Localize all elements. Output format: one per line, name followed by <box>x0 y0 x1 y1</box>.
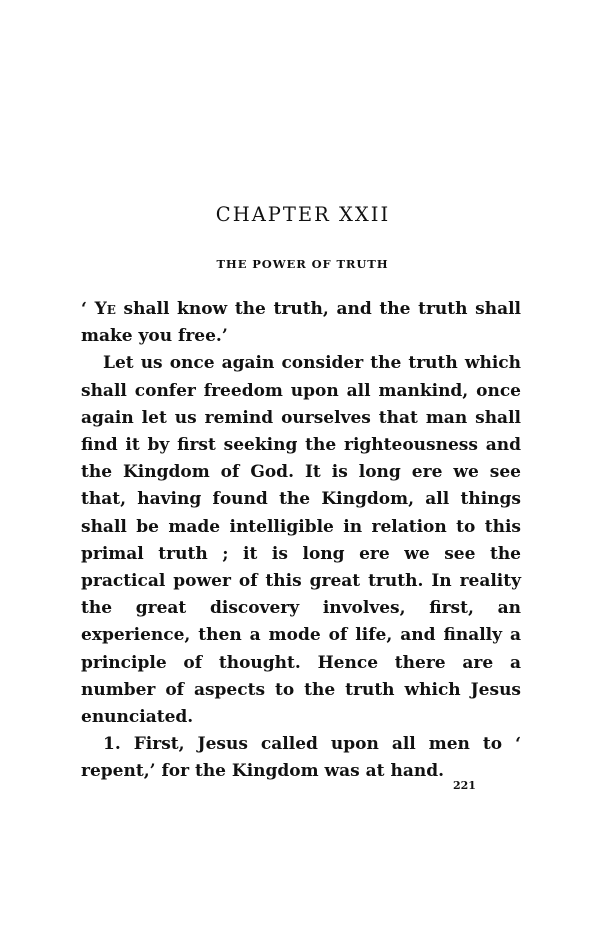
paragraph-2: 1. First, Jesus called upon all men to ‘ repent,’ for the Kingdom was at hand. <box>81 734 521 782</box>
epigraph-opening: ‘ Ye <box>81 299 116 319</box>
page-number: 221 <box>453 779 476 792</box>
paragraph-1: Let us once again consider the truth which shall confer freedom upon all mankind, once again let us remind ourselves that man shall find it by first seeking the righteousness and the Kingdom of God. It is long ere we see that, having found the Kingdom, all things shall be made intelligible in relation to this primal truth ; it is long ere we see the practical power of this great truth. In reality the great discovery involves, first, an experience, then a mode of life, and finally a principle of thought. Hence there are a number of aspects to the truth which Jesus enunciated. <box>81 353 521 728</box>
body-text <box>81 296 521 786</box>
epigraph <box>81 296 521 350</box>
chapter-subtitle: THE POWER OF TRUTH <box>216 257 389 271</box>
epigraph-text: shall know the truth, and the truth shall make you free.’ <box>81 299 522 347</box>
chapter-title: CHAPTER XXII <box>215 203 391 226</box>
